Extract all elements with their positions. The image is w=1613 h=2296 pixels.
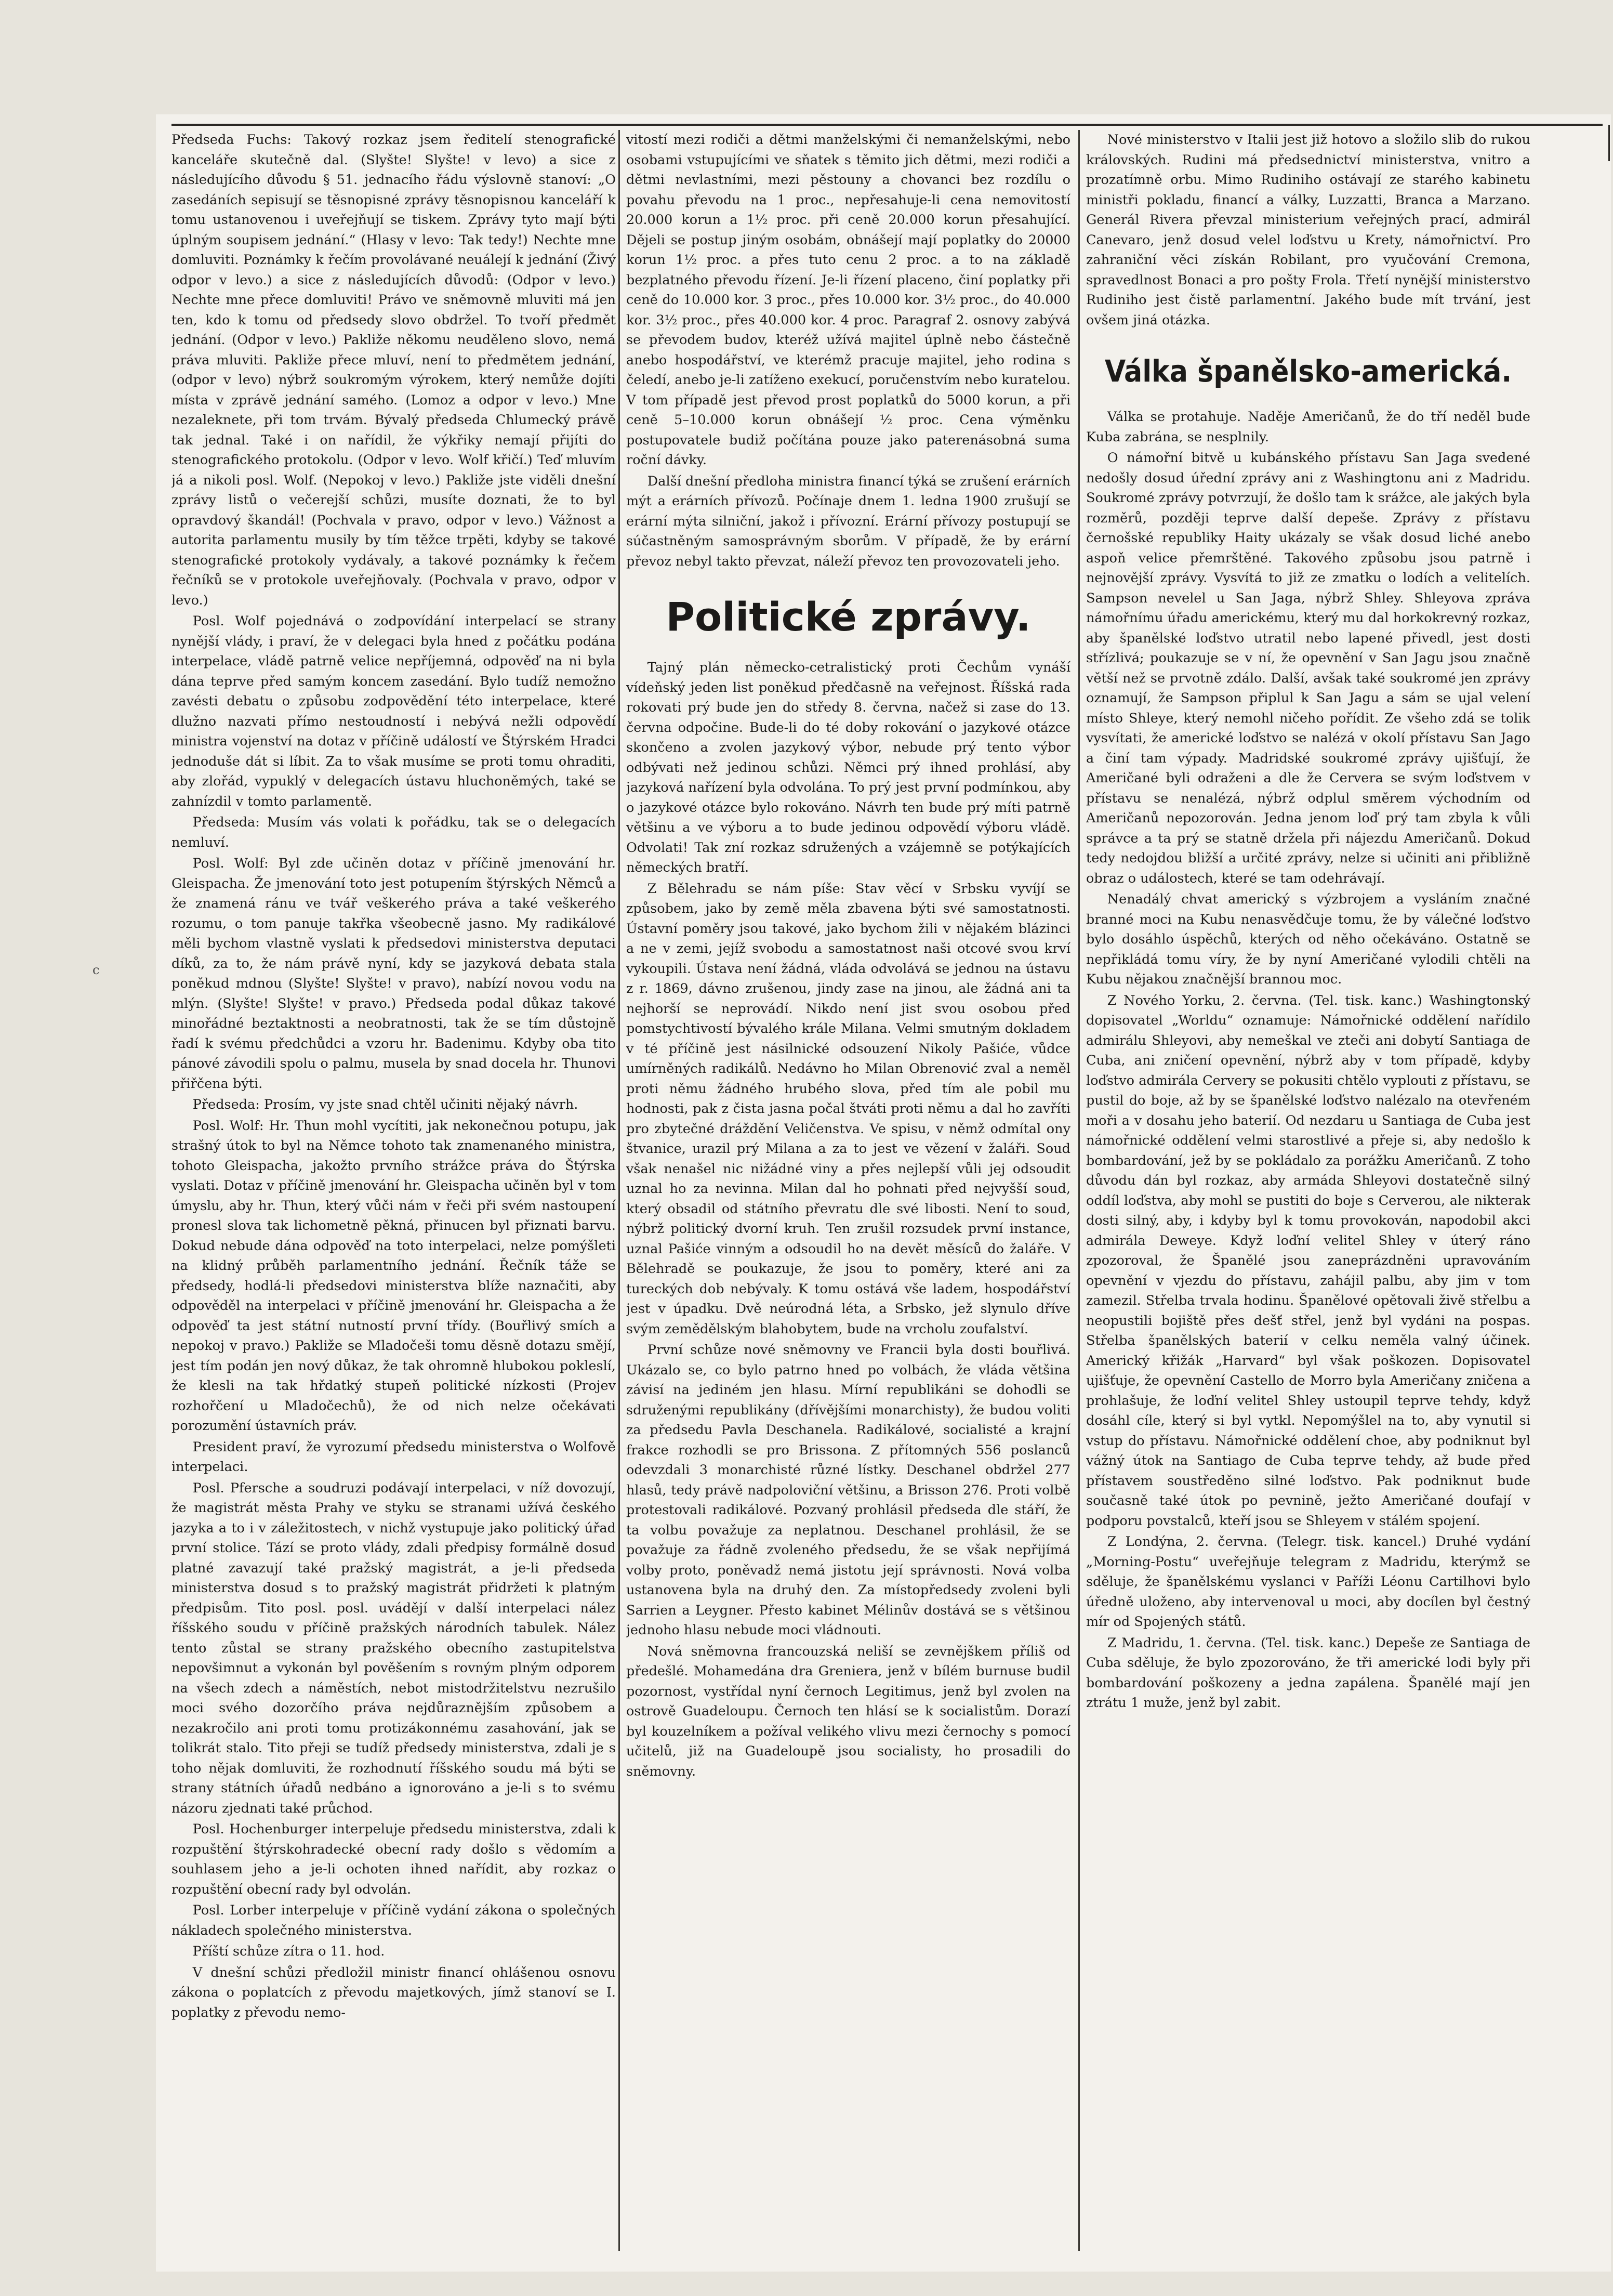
section-heading-valka: Válka španělsko-americká. — [1104, 353, 1512, 389]
paragraph: Z Madridu, 1. června. (Tel. tisk. kanc.) Depeše ze Santiaga de Cuba sděluje, že bylo zpozorováno, že tři americké lodi byly při bombardování poškozeny a jedna zapálena. Španělé mají jen ztrátu 1 muže, jenž byl zabit. — [1086, 1635, 1530, 1711]
paragraph: Další dnešní předloha ministra financí týká se zrušení erárních mýt a erárních přívozů. Počínaje dnem 1. ledna 1900 zrušují se erární mýta silniční, jakož i přívozní. Erární přívozy postupují se súčastněným samosprávným sborům. V případě, že by erární převoz nebyl takto převzat, náleží převoz ten provozovateli jeho. — [626, 473, 1070, 569]
paragraph: Posl. Wolf: Byl zde učiněn dotaz v příčině jmenování hr. Gleispacha. Že jmenování toto jest potupením štýrských Němců a že znamená ránu ve tvář veškerého práva a také veškerého rozumu, o tom panuje takřka všeobecně jasno. My radikálové měli bychom vlastně vyslati k předsedovi ministerstva deputaci díků, za to, že nám právě nyní, kdy se jazyková debata stala poněkud mdnou (Slyšte! Slyšte! v pravo), nabízí novou vodu na mlýn. (Slyšte! Slyšte! v pravo.) Předseda podal důkaz takové minořádné beztaktnosti a neobratnosti, tak že se tím důstojně řadí k svému předchůdci a vzoru hr. Badenimu. Kdyby oba tito pánové závodili spolu o palmu, musela by snad docela hr. Thunovi přiřčena býti. — [171, 856, 616, 1092]
paragraph: Předseda Fuchs: Takový rozkaz jsem ředitelí stenografické kanceláře skutečně dal. (Slyšte! Slyšte! v levo) a sice z následujícího důvodu § 51. jednacího řádu výslovně stanoví: „O zasedáních sepisují se těsnopisné zprávy těsnopisnou kanceláří k tomu ustanovenou i uveřejňují se tiskem. Zprávy tyto mají býti úplným soupisem jednání.“ (Hlasy v levo: Tak tedy!) Nechte mne domluviti. Poznámky k řečím provolávané neuálejí k jednání (Živý odpor v levo.) a sice z následujících důvodů: (Odpor v levo.) Nechte mne přece domluviti! Právo ve sněmovně mluviti má jen ten, kdo k tomu od předsedy slovo obdržel. To tvoří předmět jednání. (Odpor v levo.) Pakliže někomu neudělenо slovo, nemá práva mluviti. Pakliže přece mluví, není to předmětem jednání, (odpor v levo) nýbrž soukromým výrokem, který nemůže dojíti místa v zprávě jednání samého. (Lomoz a odpor v levo.) Mne nezaleknete, při tom trvám. Bývalý předseda Chlumecký právě tak jednal. Také i on nařídil, že výkřiky nemají přijíti do stenografického protokolu. (Odpor v levo. Wolf křičí.) Teď mluvím já a nikoli posl. Wolf. (Nepokoj v levo.) Pakliže jste viděli dnešní zprávy listů o večerejší schůzi, musíte doznati, že to byl opravdový škandál! (Pochvala v pravo, odpor v levo.) Vážnost a autorita parlamentu musily by tím těžce trpěti, kdyby se takové stenografické protokoly vydávaly, a takové poznámky k řečem řečníků se v protokole uveřejňovaly. (Pochvala v pravo, odpor v levo.) — [171, 132, 616, 608]
paragraph: Nová sněmovna francouzská neliší se zevnějškem příliš od předešlé. Mohamedána dra Greniera, jenž v bílém burnuse budil pozornost, vystřídal nyní černoch Legitimus, jenž byl zvolen na ostrově Guadeloupu. Černoch ten hlásí se k socialistům. Dorazí byl kouzelníkem a požíval velikého vlivu mezi černochy s pomocí učitelů, již na Guadeloupě jsou socialisty, ho prosadili do sněmovny. — [626, 1643, 1070, 1779]
column-3 — [1086, 130, 1530, 2256]
paragraph: Posl. Hochenburger interpeluje předsedu ministerstva, zdali k rozpuštění štýrskohradecké obecní rady došlo s vědomím a souhlasem jeho a je-li ochoten ihned nařídit, aby rozkaz o rozpuštění obecní rady byl odvolán. — [171, 1821, 616, 1897]
margin-mark: c — [92, 963, 100, 977]
paragraph: Posl. Wolf pojednává o zodpovídání interpelací se strany nynější vlády, i praví, že v delegaci byla hned z počátku podána interpelace, vládě patrně velice nepříjemná, odpověď na ni byla dána teprve před samým koncem zasedání. Bylo tudíž nemožno zavésti debatu o způsobu zodpovědění této interpelace, které dlužno nazvati přímo nestoudností i nebývá nežli odpovědí ministra vojenství na dotaz v příčině událostí ve Štýrském Hradci jednoduše dát si líbit. Za to však musíme se proti tomu ohraditi, aby zlořád, vypuklý v delegacích ústavu hluchoněmých, také se zahnízdil v tomto parlamentě. — [171, 613, 616, 809]
paragraph: Předseda: Musím vás volati k pořádku, tak se o delegacích nemluví. — [171, 815, 616, 850]
paragraph: Posl. Lorber interpeluje v příčině vydání zákona o společných nákladech společného ministerstva. — [171, 1903, 616, 1938]
section-heading-politicke-zpravy: Politické zprávy. — [666, 594, 1031, 640]
paragraph: V dnešní schůzi předložil ministr financí ohlášenou osnovu zákona o poplatcích z převodu majetkových, jímž stanoví se I. poplatky z převodu nemo- — [171, 1964, 616, 2021]
paragraph: Předseda: Prosím, vy jste snad chtěl učiniti nějaký návrh. — [192, 1097, 578, 1112]
paragraph: Z Londýna, 2. června. (Telegr. tisk. kancel.) Druhé vydání „Morning-Postu“ uveřejňuje telegram z Madridu, kterýmž se sděluje, že španělskému vyslanci v Paříži Léonu Cartilhovi bylo úředně uloženo, aby intervenoval u moci, aby docílen byl čestný mír od Spojených států. — [1086, 1534, 1530, 1630]
paragraph: Posl. Pfersche a soudruzi podávají interpelaci, v níž dovozují, že magistrát města Prahy ve styku se stranami užívá českého jazyka a to i v záležitostech, v nichž vystupuje jako politický úřad první stolice. Tází se proto vlády, zdali předpisy formálně dosud platné zavazují také pražský magistrát, a je-li předseda ministerstva dosud s to pražský magistrát přidržeti k platným předpisům. Tito posl. posl. uvádějí v další interpelaci nález říšského soudu v příčině pražských národních tabulek. Nález tento zůstal se strany pražského obecního zastupitelstva nepovšimnut a vykonán byl pověšením s rovným plným odporem na všech zdech a náměstích, nebot mistodržitelstvu nezrušilo moci svého dozorčího práva nejdůraznějším způsobem a nezakročilo ani proti tomu protizákonnému zasahování, jak se tolikrát stalo. Tito přeji se tudíž předsedy ministerstva, zdali je s toho nějak domluviti, že rozhodnutí říšského soudu má býti se strany státních úřadů nedbáno a ignorováno a je-li s to svému názoru zjednati také průchod. — [171, 1480, 616, 1816]
paragraph: Z Bělehradu se nám píše: Stav věcí v Srbsku vyvíjí se způsobem, jako by země měla zbavena býti své samostatnosti. Ústavní poměry jsou takové, jako bychom žili v nějakém blázinci a ne v zemi, jejíž svobodu a samostatnost naši otcové svou krví vykoupili. Ústava není žádná, vláda odvolává se jednou na ústavu z r. 1869, dávno zrušenou, jindy zase na jinou, ale žádná ani ta nejhorší se neprovádí. Nikdo není jist svou osobou před pomstychtivostí bývalého krále Milana. Velmi smutným dokladem v té příčině jest násilnické odsouzení Nikoly Pašiće, vůdce umírněných radikálů. Nedávno ho Milan Obrenović zval a neměl proti němu žádného hrubého slova, před tím ale pobil mu hodnosti, pak z čista jasna počal štváti proti němu a dal ho zavříti pro zbytečné dráždění Veličenstva. Ve spisu, v němž odmítal ony štvanice, urazil prý Milana a za to jest ve vězení v žaláři. Soud však nenašel nic nižádné viny a přes nejlepší vůli jej odsoudit uznal ho za nevinna. Milan dal ho pohnati před nejvyšší soud, který obsadil od státního převratu dle své libosti. Není to soud, nýbrž politický dvorní kruh. Ten zrušil rozsudek první instance, uznal Pašiće vinným a odsoudil ho na devět měsíců do žaláře. V Bělehradě se poukazuje, že jsou to poměry, které ani za tureckých dob nebývaly. K tomu ostává vše ladem, hospodářství jest v úpadku. Dvě neúrodná léta, a Srbsko, jež slynulo dříve svým zemědělským blahobytem, bude na vrcholu zoufalství. — [626, 881, 1070, 1337]
paragraph: President praví, že vyrozumí předsedu ministerstva o Wolfově interpelaci. — [171, 1439, 616, 1475]
paragraph: Nenadálý chvat americký s výzbrojem a vysláním značné branné moci na Kubu nenasvědčuje tomu, že by válečné loďstvo bylo dosáhlo úspěchů, kterých od něho očekáváno. Ostatně se nepřikládá tomu víry, že by nyní Američané vylodili chtěli na Kubu nějakou značnější brannou moc. — [1086, 891, 1530, 987]
column-divider — [618, 130, 620, 2251]
column-2 — [626, 130, 1070, 2256]
paragraph: Válka se protahuje. Naděje Američanů, že do tří neděl bude Kuba zabrána, se nesplnily. — [1086, 409, 1530, 445]
paragraph: Tajný plán německo-cetralistický proti Čechům vynáší vídeňský jeden list poněkud předčasně na veřejnost. Říšská rada rokovati prý bude jen do středy 8. června, načež si zase do 13. června odpočine. Bude-li do té doby rokování o jazykové otázce skončeno a zvolen jazykový výbor, nebude prý tento výbor odbývati než jedinou schůzi. Němci prý ihned prohlásí, aby jazyková nařízení byla odvolána. To prý jest první podmínkou, aby o jazykové otázce bylo rokováno. Návrh ten bude prý míti patrně většinu a ve výboru a to bude jedinou odpovědí výboru vládě. Odvolati! Tak zní rozkaz sdružených a vzájemně se potýkajících německých bratří. — [626, 660, 1070, 875]
column-divider — [1078, 130, 1080, 2251]
paragraph: vitostí mezi rodiči a dětmi manželskými či nemanželskými, nebo osobami vstupujícími ve sňatek s těmito jich dětmi, mezi rodiči a dětmi nevlastními, mezi pěstouny a chovanci bez rozdílu o povahu převodu na 1 proc., nepřesahuje-li cena nemovitostí 20.000 korun a 1½ proc. při ceně 20.000 korun přesahující. Dějeli se postup jiným osobám, obnášejí mají poplatky do 20000 korun 1½ proc. a přes tuto cenu 2 proc. a to na základě bezplatného převodu řízení. Je-li řízení placeno, činí poplatky při ceně do 10.000 kor. 3 proc., přes 10.000 kor. 3½ proc., do 40.000 kor. 3½ proc., přes 40.000 kor. 4 proc. Paragraf 2. osnovy zabývá se převodem budov, kteréž užívá majitel úplně nebo částečně anebo hospodářství, ve kterémž pracuje majitel, jeho rodina s čeledí, anebo je-li zatíženo exekucí, poručenstvím nebo kuratelou. V tom případě jest převod prost poplatků do 5000 korun, a při ceně 5–10.000 korun obnášejí ½ proc. Cena výměnku postupovatele budiž počítána pouze jako paterenásobná suma roční dávky. — [626, 132, 1070, 468]
paragraph: První schůze nové sněmovny ve Francii byla dosti bouřlivá. Ukázalo se, co bylo patrno hned po volbách, že vláda většina závisí na jediném jen hlasu. Mírní republikáni se dohodli se sdruženými republikány (dřívějšími monarchisty), že budou voliti za předsedu Pavla Deschanela. Radikálové, socialisté a krajní frakce rozhodli se pro Brissona. Z přítomných 556 poslanců odevzdali 3 monarchisté různé lístky. Deschanel obdržel 277 hlasů, tedy právě nadpoloviční většinu, a Brisson 276. Proti volbě protestovali radikálové. Pozvaný prohlásil předseda dle stáří, že ta volbu považuje za neplatnou. Deschanel prohlásil, že se považuje za řádně zvoleného předsedu, že se však nepřijímá volby proto, poněvadž nemá jistotu její správnosti. Nová volba ustanovena byla na druhý den. Za místopředsedy zvoleni byli Sarrien a Leygner. Přesto kabinet Mélinův dostává se s většinou jednoho hlasu nebude moci vládnouti. — [626, 1342, 1070, 1638]
paragraph: Posl. Wolf: Hr. Thun mohl vycítiti, jak nekonečnou potupu, jak strašný útok to byl na Němce tohoto tak znamenaného ministra, tohoto Gleispacha, jakožto prvního strážce práva do Štýrska vyslati. Dotaz v příčině jmenování hr. Gleispacha učiněn byl v tom úmyslu, aby hr. Thun, který vůči nám v řeči při svém nastoupení pronesl slova tak lichometně pěkná, přinucen byl přiznati barvu. Dokud nebude dána odpověď na toto interpelaci, nelze pomýšleti na klidný průběh parlamentního jednání. Řečník táže se předsedy, hodlá-li předsedovi ministerstva blíže naznačiti, aby odpověděl na interpelaci v příčině jmenování hr. Gleispacha a že odpověď ta jest státní nutností první třídy. (Bouřlivý smích a nepokoj v pravo.) Pakliže se Mladočeši tomu děsně dotazu smějí, jest tím podán jen nový důkaz, že tak ohromně hlubokou pokleslí, že klesli na tak hřdatký stupeň politické nízkosti (Projev rozhořčení u Mladočechů), že od nich nelze očekávati porozumění ústavních práv. — [171, 1118, 616, 1434]
top-rule — [171, 124, 1603, 126]
paragraph: Příští schůze zítra o 11. hod. — [192, 1944, 385, 1959]
paragraph: Nové ministerstvo v Italii jest již hotovo a složilo slib do rukou královských. Rudini má předsednictví ministerstva, vnitro a prozatímně orbu. Mimo Rudiniho ostávají ze starého kabinetu ministři pokladu, financí a války, Luzzatti, Branca a Marzano. Generál Rivera převzal ministerium veřejných prací, admirál Canevaro, jenž dosud velel loďstvu u Krety, námořnictví. Pro zahraniční věci získán Robilant, pro vyučování Cremona, spravedlnost Bonaci a pro pošty Frola. Třetí nynější ministerstvo Rudiniho jest čistě parlamentní. Jakého bude mít trvání, jest ovšem jiná otázka. — [1086, 132, 1530, 328]
edge-mark — [1608, 125, 1610, 161]
paragraph: Z Nového Yorku, 2. června. (Tel. tisk. kanc.) Washingtonský dopisovatel „Worldu“ oznamuje: Námořnické oddělení nařídilo admirálu Shleyovi, aby nemeškal ve zteči ani dobytí Santiaga de Cuba, ani zničení opevnění, nýbrž aby v tom případě, kdyby loďstvo admirála Cervery se pokusiti chtělo vyplouti z přístavu, se pustil do boje, až by se španělské loďstvo nalézalo na otevřeném moři a v dosahu jeho baterií. Od nezdaru u Santiaga de Cuba jest námořnické oddělení velmi starostlivé a přeje si, aby nedošlo k bombardování, jež by se pokládalo za porážku Američanů. Z toho důvodu dán byl rozkaz, aby armáda Shleyovi dostatečně silný oddíl loďstva, aby mohl se pustiti do boje s Cerverou, ale nikterak dosti silný, aby, i kdyby byl k tomu provokován, napodobil akci admirála Deweye. Když loďní velitel Shley v úterý ráno zpozoroval, že Španělé jsou zaneprázdněni upravováním opevnění v vjezdu do přístavu, zahájil palbu, aby jim v tom zamezil. Střelba trvala hodinu. Španělové opětovali živě střelbu a neopustili bojiště přes dešť střel, jenž byl vydáni na pospas. Střelba španělských baterií v celku neměla valný účinek. Americký křižák „Harvard“ byl však poškozen. Dopisovatel ujišťuje, že opevnění Castello de Morro byla Američany zničena a prohlašuje, že loďní velitel Shley ustoupil teprve tehdy, když dosáhl cíle, který si byl vytkl. Nepomýšlel na to, aby vynutil si vstup do přístavu. Námořnické oddělení choe, aby podniknut byl vážný útok na Santiago de Cuba teprve tehdy, až bude před přístavem soustředěno silné loďstvo. Pak podniknut bude současně také útok po pevnině, ježto Američané doufají v podporu povstalců, kteří jsou se Shleyem v stálém spojení. — [1086, 992, 1530, 1529]
column-1 — [171, 130, 616, 2256]
paragraph: O námořní bitvě u kubánského přístavu San Jaga svedené nedošly dosud úřední zprávy ani z Washingtonu ani z Madridu. Soukromé zprávy potvrzují, že došlo tam k srážce, ale jakých byla rozměrů, později teprve další depeše. Zprávy z přístavu černošské republiky Haity ukázaly se však dosud liché anebo aspoň velice přemrštěné. Takového způsobu jsou patrně i nejnovější zprávy. Vysvítá to již ze zmatku o lodích a velitelích. Sampson nevelel u San Jaga, nýbrž Shley. Shleyova zpráva námořnímu úřadu americkému, který mu dal horkokrevný rozkaz, aby španělské loďstvo utratil nebo lapené přivedl, jest dosti střízlivá; poukazuje se v ní, že opevnění v San Jagu jsou značně větší než se prvotně zdálo. Další, avšak také soukromé jen zprávy oznamují, že Sampson připlul k San Jagu a sám se ujal velení místo Shleye, který nemohl ničeho pořídit. Ze všeho zdá se tolik vysvítati, že americké loďstvo se nalézá v okolí přístavu San Jago a činí tam výpady. Madridské soukromé zprávy ujišťují, že Američané byli odraženi a dle že Cervera se svým loďstvem v přístavu se nenalézá, nýbrž odplul směrem východním od Američanů nepozorován. Jedna jenom loď prý tam zbyla k vůli správce a ta prý se statně držela při nájezdu Američanů. Dokud tedy nedojdou bližší a určité zprávy, nelze si učiniti ani přibližně obraz o událostech, které se tam odehrávají. — [1086, 450, 1530, 886]
